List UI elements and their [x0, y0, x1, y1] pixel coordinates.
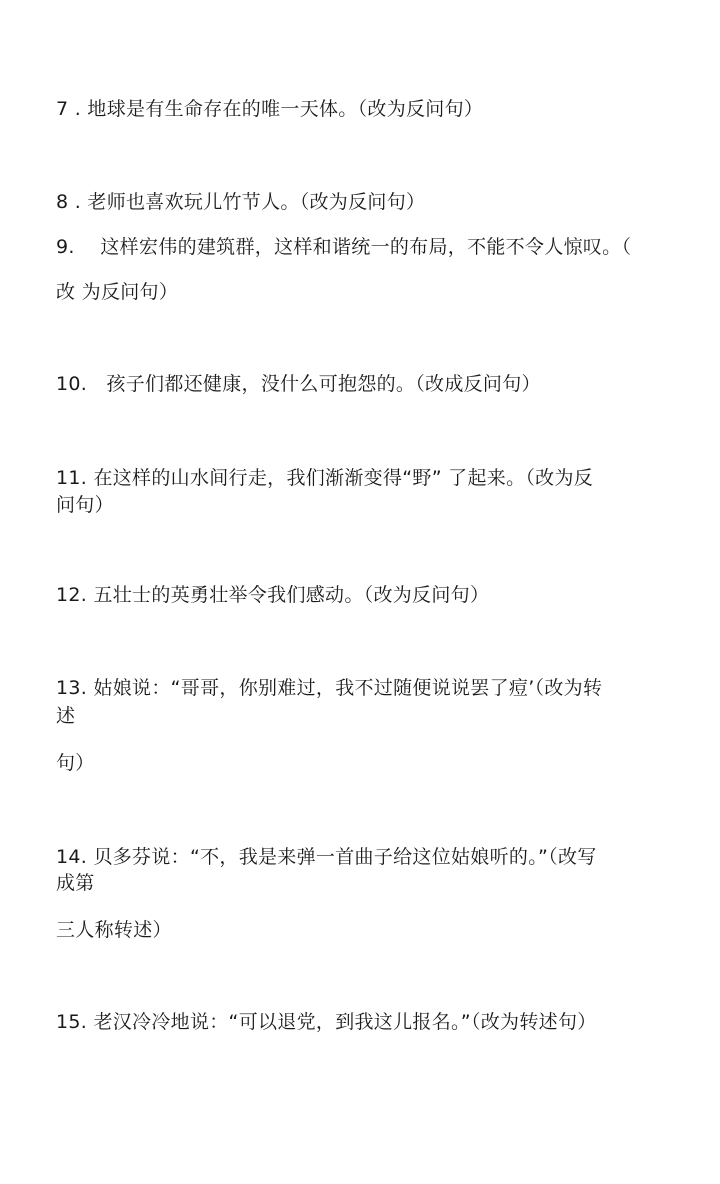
exercise-15: 15. 老汉冷冷地说：“可以退党，到我这儿报名。”（改为转述句） — [56, 1011, 597, 1033]
exercise-14-line-1: 14. 贝多芬说：“不，我是来弹一首曲子给这位姑娘听的。”（改写 — [56, 846, 597, 868]
exercise-13-line-3: 句） — [56, 752, 95, 774]
exercise-10: 10. 孩子们都还健康，没什么可抱怨的。（改成反问句） — [56, 373, 541, 395]
exercise-8: 8 . 老师也喜欢玩儿竹节人。（改为反问句） — [56, 191, 426, 213]
exercise-11-line-1: 11. 在这样的山水间行走，我们渐渐变得“野” 了起来。（改为反 — [56, 467, 594, 489]
exercise-13-line-2: 述 — [56, 705, 76, 727]
exercise-13-line-1: 13. 姑娘说：“哥哥，你别难过，我不过随便说说罢了痘’（改为转 — [56, 677, 603, 699]
exercise-14-line-3: 三人称转述） — [56, 919, 172, 941]
exercise-14-line-2: 成第 — [56, 872, 95, 894]
exercise-12: 12. 五壮士的英勇壮举令我们感动。（改为反问句） — [56, 584, 490, 606]
exercise-11-line-2: 问句） — [56, 494, 114, 516]
exercise-9-line-1: 9. 这样宏伟的建筑群，这样和谐统一的布局，不能不令人惊叹。（ — [56, 236, 632, 258]
exercise-9-line-2: 改 为反问句） — [56, 281, 179, 303]
exercise-7: 7 . 地球是有生命存在的唯一天体。（改为反问句） — [56, 98, 484, 120]
